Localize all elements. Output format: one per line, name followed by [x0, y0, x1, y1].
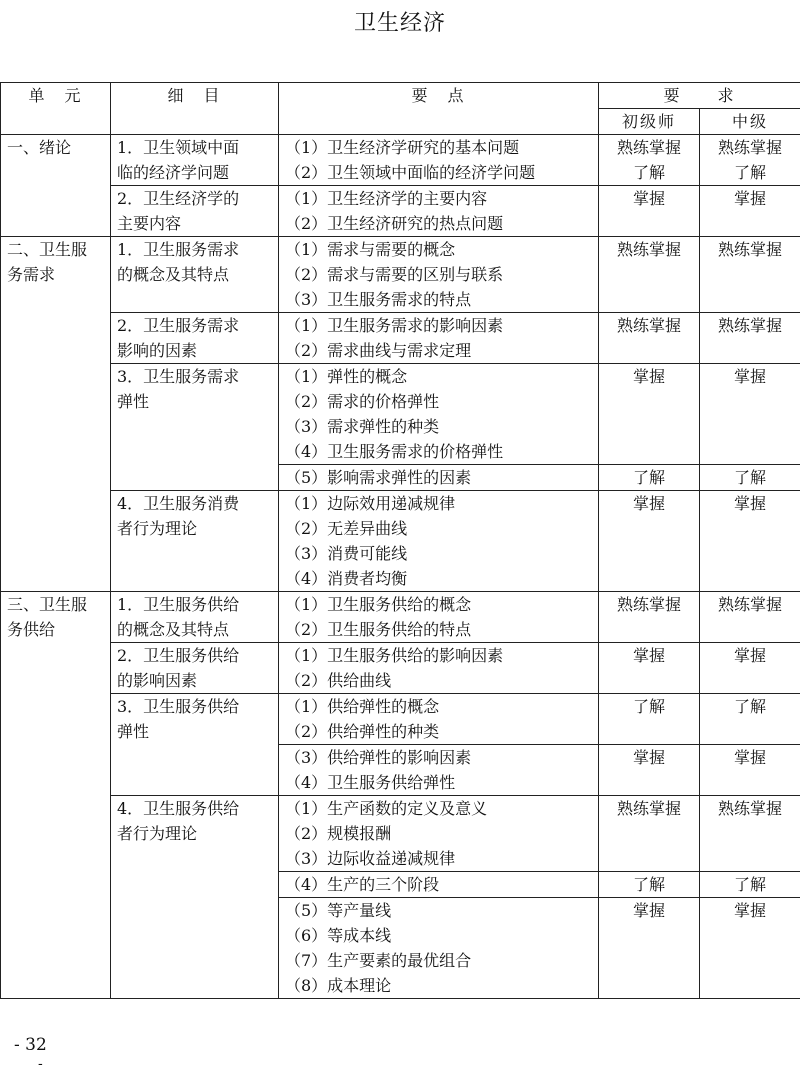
requirement-text: 掌握	[632, 748, 665, 767]
header-requirements: 要 求	[599, 83, 800, 109]
points-cell	[279, 694, 599, 745]
syllabus-table	[0, 82, 800, 999]
topic-cell: 1．卫生领域中面 临的经济学问题	[111, 135, 279, 186]
intermediate-requirement	[700, 872, 800, 898]
topic-cell: 4．卫生服务消费 者行为理论	[111, 491, 279, 592]
junior-requirement	[599, 186, 700, 237]
point-item: （8）成本理论	[285, 976, 392, 995]
topic-cell: 2．卫生服务需求 影响的因素	[111, 313, 279, 364]
requirement-text: 掌握	[632, 646, 665, 665]
requirement-text: 了解	[734, 163, 767, 182]
table-row	[1, 186, 800, 237]
requirement-text: 掌握	[632, 494, 665, 513]
requirement-text: 了解	[632, 468, 665, 487]
junior-requirement	[599, 796, 700, 872]
point-item: （2）需求的价格弹性	[285, 392, 440, 411]
intermediate-requirement	[700, 465, 800, 491]
point-item: （1）卫生经济学研究的基本问题	[285, 138, 520, 157]
table-row	[1, 694, 800, 745]
intermediate-requirement	[700, 237, 800, 313]
point-item: （6）等成本线	[285, 926, 392, 945]
point-item: （2）规模报酬	[285, 824, 392, 843]
header-junior: 初级师	[599, 109, 700, 135]
header-row	[1, 83, 800, 109]
table-row	[1, 491, 800, 592]
points-cell	[279, 872, 599, 898]
page-number: - 32	[14, 1035, 47, 1055]
requirement-text: 熟练掌握	[718, 595, 783, 614]
point-item: （2）供给弹性的种类	[285, 722, 440, 741]
requirement-text: 掌握	[734, 367, 767, 386]
requirement-text: 熟练掌握	[616, 138, 681, 157]
topic-cell: 2．卫生经济学的 主要内容	[111, 186, 279, 237]
point-item: （2）卫生经济研究的热点问题	[285, 214, 504, 233]
intermediate-requirement	[700, 796, 800, 872]
intermediate-requirement	[700, 491, 800, 592]
topic-cell: 1．卫生服务需求 的概念及其特点	[111, 237, 279, 313]
header-intermediate: 中级	[700, 109, 800, 135]
point-item: （3）消费可能线	[285, 544, 408, 563]
intermediate-requirement	[700, 364, 800, 465]
intermediate-requirement	[700, 694, 800, 745]
point-item: （2）卫生服务供给的特点	[285, 620, 472, 639]
header-unit: 单 元	[1, 83, 111, 135]
table-row	[1, 592, 800, 643]
point-item: （3）需求弹性的种类	[285, 417, 440, 436]
point-item: （1）供给弹性的概念	[285, 697, 440, 716]
point-item: （2）卫生领域中面临的经济学问题	[285, 163, 536, 182]
header-topic: 细 目	[111, 83, 279, 135]
requirement-text: 熟练掌握	[616, 799, 681, 818]
unit-cell: 三、卫生服 务供给	[1, 592, 111, 999]
junior-requirement	[599, 592, 700, 643]
requirement-text: 掌握	[734, 901, 767, 920]
point-item: （4）卫生服务供给弹性	[285, 773, 456, 792]
point-item: （7）生产要素的最优组合	[285, 951, 472, 970]
point-item: （1）边际效用递减规律	[285, 494, 456, 513]
junior-requirement	[599, 643, 700, 694]
requirement-text: 了解	[632, 875, 665, 894]
requirement-text: 熟练掌握	[718, 799, 783, 818]
point-item: （5）影响需求弹性的因素	[285, 468, 472, 487]
intermediate-requirement	[700, 313, 800, 364]
points-cell	[279, 491, 599, 592]
topic-cell: 1．卫生服务供给 的概念及其特点	[111, 592, 279, 643]
point-item: （3）边际收益递减规律	[285, 849, 456, 868]
requirement-text: 了解	[632, 163, 665, 182]
point-item: （2）需求与需要的区别与联系	[285, 265, 504, 284]
requirement-text: 掌握	[734, 494, 767, 513]
topic-cell: 3．卫生服务需求 弹性	[111, 364, 279, 491]
junior-requirement	[599, 491, 700, 592]
points-cell	[279, 364, 599, 465]
point-item: （1）生产函数的定义及意义	[285, 799, 488, 818]
requirement-text: 了解	[734, 875, 767, 894]
requirement-text: 掌握	[632, 901, 665, 920]
junior-requirement	[599, 237, 700, 313]
page-dash: -	[38, 1056, 43, 1072]
point-item: （5）等产量线	[285, 901, 392, 920]
table-row	[1, 364, 800, 465]
point-item: （1）卫生经济学的主要内容	[285, 189, 488, 208]
points-cell	[279, 796, 599, 872]
requirement-text: 掌握	[632, 189, 665, 208]
unit-cell: 二、卫生服 务需求	[1, 237, 111, 592]
intermediate-requirement	[700, 745, 800, 796]
requirement-text: 熟练掌握	[718, 138, 783, 157]
points-cell	[279, 135, 599, 186]
points-cell	[279, 237, 599, 313]
junior-requirement	[599, 872, 700, 898]
requirement-text: 了解	[632, 697, 665, 716]
point-item: （2）供给曲线	[285, 671, 392, 690]
requirement-text: 掌握	[632, 367, 665, 386]
topic-cell: 3．卫生服务供给 弹性	[111, 694, 279, 796]
points-cell	[279, 592, 599, 643]
points-cell	[279, 745, 599, 796]
junior-requirement	[599, 745, 700, 796]
topic-cell: 2．卫生服务供给 的影响因素	[111, 643, 279, 694]
requirement-text: 掌握	[734, 646, 767, 665]
table-row	[1, 643, 800, 694]
table-row	[1, 313, 800, 364]
requirement-text: 掌握	[734, 748, 767, 767]
requirement-text: 熟练掌握	[616, 316, 681, 335]
table-row	[1, 796, 800, 872]
unit-cell: 一、绪论	[1, 135, 111, 237]
point-item: （1）弹性的概念	[285, 367, 408, 386]
requirement-text: 熟练掌握	[718, 240, 783, 259]
table-body	[1, 135, 800, 999]
requirement-text: 掌握	[734, 189, 767, 208]
point-item: （1）卫生服务供给的影响因素	[285, 646, 504, 665]
table-row	[1, 237, 800, 313]
topic-cell: 4．卫生服务供给 者行为理论	[111, 796, 279, 999]
header-points: 要 点	[279, 83, 599, 135]
requirement-text: 了解	[734, 697, 767, 716]
junior-requirement	[599, 465, 700, 491]
page-title: 卫生经济	[353, 11, 446, 36]
junior-requirement	[599, 364, 700, 465]
intermediate-requirement	[700, 186, 800, 237]
intermediate-requirement	[700, 592, 800, 643]
point-item: （2）无差异曲线	[285, 519, 408, 538]
points-cell	[279, 313, 599, 364]
table-row	[1, 135, 800, 186]
requirement-text: 熟练掌握	[718, 316, 783, 335]
junior-requirement	[599, 313, 700, 364]
points-cell	[279, 465, 599, 491]
point-item: （4）消费者均衡	[285, 569, 408, 588]
requirement-text: 熟练掌握	[616, 240, 681, 259]
junior-requirement	[599, 898, 700, 999]
intermediate-requirement	[700, 643, 800, 694]
point-item: （2）需求曲线与需求定理	[285, 341, 472, 360]
point-item: （1）卫生服务供给的概念	[285, 595, 472, 614]
point-item: （3）供给弹性的影响因素	[285, 748, 472, 767]
points-cell	[279, 186, 599, 237]
requirement-text: 熟练掌握	[616, 595, 681, 614]
point-item: （1）需求与需要的概念	[285, 240, 456, 259]
requirement-text: 了解	[734, 468, 767, 487]
point-item: （3）卫生服务需求的特点	[285, 290, 472, 309]
points-cell	[279, 643, 599, 694]
points-cell	[279, 898, 599, 999]
intermediate-requirement	[700, 135, 800, 186]
junior-requirement	[599, 135, 700, 186]
point-item: （4）卫生服务需求的价格弹性	[285, 442, 504, 461]
intermediate-requirement	[700, 898, 800, 999]
point-item: （4）生产的三个阶段	[285, 875, 440, 894]
junior-requirement	[599, 694, 700, 745]
point-item: （1）卫生服务需求的影响因素	[285, 316, 504, 335]
